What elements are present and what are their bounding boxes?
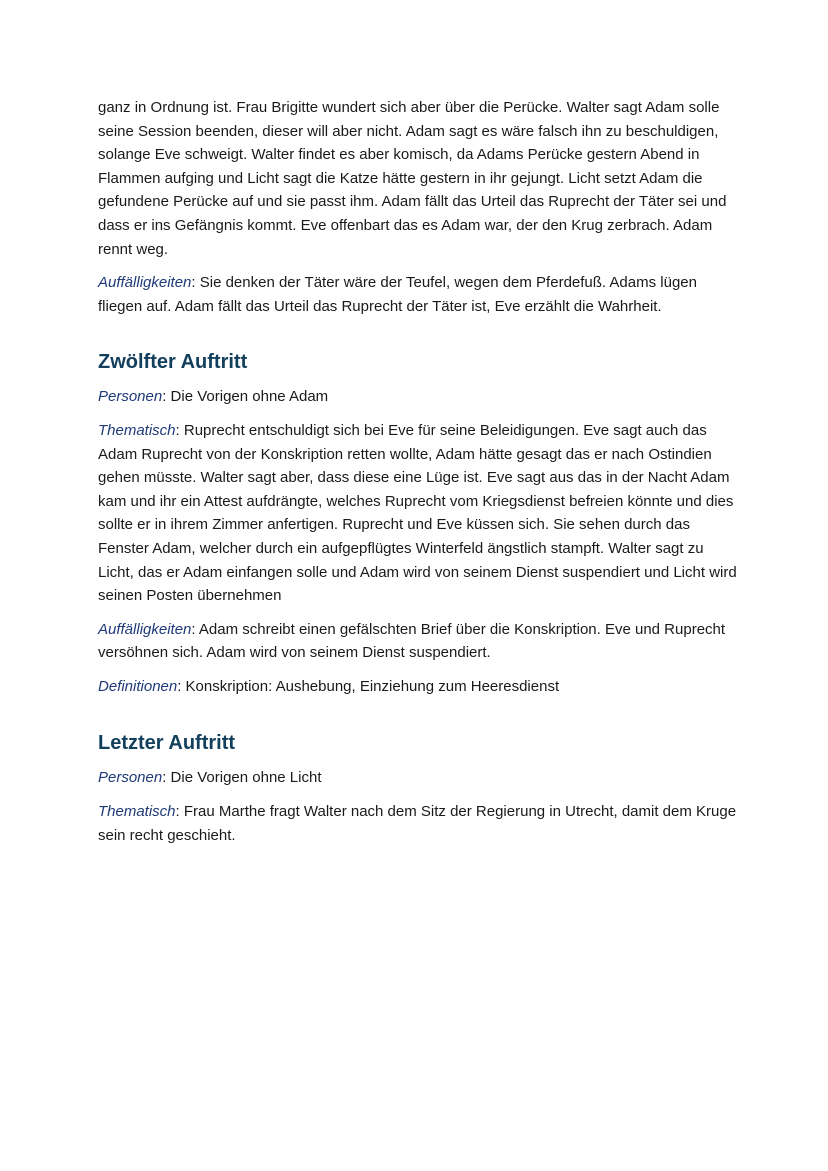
auffaelligkeiten-label: Auffälligkeiten bbox=[98, 620, 192, 638]
document-page bbox=[98, 96, 738, 857]
personen-paragraph bbox=[98, 766, 738, 790]
personen-paragraph bbox=[98, 385, 738, 409]
personen-label: Personen bbox=[98, 769, 163, 787]
thematisch-text: : Ruprecht entschuldigt sich bei Eve für seine Beleidigungen. Eve sagt auch das Adam Ruprecht von der Konskription retten wollte, Adam hätte gesagt das er nach Ostindien gehen müsste. Walter sagt aber, dass diese eine Lüge ist. Eve sagt aus das in der Nacht Adam kam und ihr ein Attest aufdrängte, welches Ruprecht vom Kriegsdienst befreien könnte und dies sollte er in ihrem Zimmer anfertigen. Ruprecht und Eve küssen sich. Sie sehen durch das Fenster Adam, welcher durch ein aufgepflügtes Winterfeld ängstlich stampft. Walter sagt zu Licht, das er Adam einfangen solle und Adam wird von seinem Dienst suspendiert und Licht wird seinen Posten übernehmen bbox=[98, 421, 737, 605]
definitionen-paragraph bbox=[98, 675, 738, 699]
auffaelligkeiten-paragraph bbox=[98, 271, 738, 318]
auffaelligkeiten-text: : Sie denken der Täter wäre der Teufel, wegen dem Pferdefuß. Adams lügen fliegen auf. Adam fällt das Urteil das Ruprecht der Täter ist, Eve erzählt die Wahrheit. bbox=[98, 274, 697, 315]
auffaelligkeiten-paragraph bbox=[98, 618, 738, 665]
auffaelligkeiten-text: : Adam schreibt einen gefälschten Brief über die Konskription. Eve und Ruprecht versöhnen sich. Adam wird von seinem Dienst suspendiert. bbox=[98, 620, 726, 662]
personen-label: Personen bbox=[98, 388, 163, 406]
thematisch-paragraph bbox=[98, 800, 738, 847]
section-heading: Zwölfter Auftritt bbox=[98, 351, 248, 374]
definitionen-label: Definitionen bbox=[98, 677, 178, 695]
thematisch-text: : Frau Marthe fragt Walter nach dem Sitz der Regierung in Utrecht, damit dem Kruge sein recht geschieht. bbox=[98, 803, 737, 844]
scene-summary-continued bbox=[98, 96, 738, 261]
summary-text: ganz in Ordnung ist. Frau Brigitte wundert sich aber über die Perücke. Walter sagt Adam solle seine Session beenden, dieser will aber nicht. Adam sagt es wäre falsch ihn zu beschuldigen, solange Eve schweigt. Walter findet es aber komisch, da Adams Perücke gestern Abend in Flammen aufging und Licht sagt die Katze hätte gestern in ihr gejungt. Licht setzt Adam die gefundene Perücke auf und sie passt ihm. Adam fällt das Urteil das Ruprecht der Täter sei und dass er ins Gefängnis kommt. Eve offenbart das es Adam war, der den Krug zerbrach. Adam rennt weg. bbox=[98, 99, 727, 258]
thematisch-label: Thematisch bbox=[98, 803, 176, 821]
thematisch-label: Thematisch bbox=[98, 421, 176, 439]
section-heading: Letzter Auftritt bbox=[98, 732, 236, 755]
thematisch-paragraph bbox=[98, 419, 738, 608]
section-letzter-auftritt bbox=[98, 730, 738, 847]
definitionen-text: : Konskription: Aushebung, Einziehung zum Heeresdienst bbox=[177, 677, 560, 695]
section-zwoelfter-auftritt bbox=[98, 349, 738, 698]
personen-text: : Die Vorigen ohne Adam bbox=[162, 388, 329, 406]
auffaelligkeiten-label: Auffälligkeiten bbox=[98, 274, 192, 292]
personen-text: : Die Vorigen ohne Licht bbox=[162, 769, 322, 787]
